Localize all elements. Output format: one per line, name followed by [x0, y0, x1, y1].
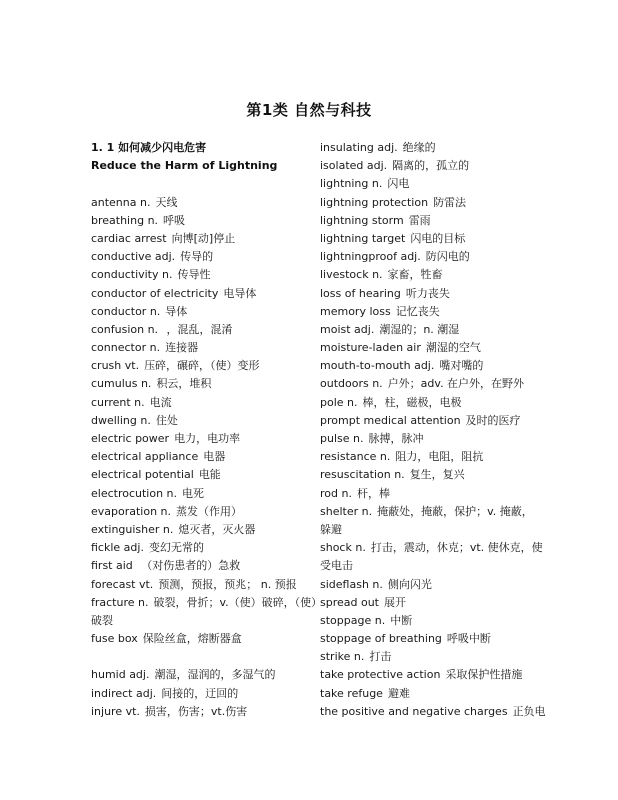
vocab-meaning: 阻力，电阻，阻抗 [395, 450, 484, 464]
vocab-entry [91, 357, 311, 375]
left-entry-list [91, 194, 323, 721]
vocab-term: stoppage of breathing [320, 632, 442, 646]
vocab-term: the positive and negative charges [320, 704, 508, 718]
vocab-term: insulating adj. [320, 141, 398, 154]
vocab-term: rod n. [320, 486, 352, 500]
vocab-meaning: 住处 [155, 413, 178, 427]
vocab-entry [91, 375, 311, 393]
vocab-meaning: 传导性 [177, 268, 211, 282]
page-title: 第1类 自然与科技 [246, 101, 372, 119]
vocab-entry [320, 339, 535, 357]
vocab-meaning: 电能 [198, 468, 221, 482]
vocab-term: pulse n. [320, 432, 364, 445]
vocab-term: resistance n. [320, 450, 391, 464]
vocab-term: humid adj. [91, 668, 150, 682]
vocab-term: shelter n. [320, 504, 373, 518]
vocab-meaning: 积云，堆积 [156, 377, 212, 391]
vocab-meaning: 打击 [369, 650, 392, 664]
vocab-meaning: 电流 [149, 395, 172, 409]
vocab-entry [91, 194, 311, 212]
vocab-term: mouth-to-mouth adj. [320, 359, 435, 373]
vocab-meaning: 导体 [165, 304, 188, 318]
vocab-entry [91, 212, 311, 230]
vocab-meaning: 隔离的，孤立的 [392, 159, 470, 173]
vocab-entry [320, 503, 535, 521]
vocab-entry [320, 666, 535, 684]
vocab-meaning: 及时的医疗 [465, 413, 521, 427]
vocab-entry [320, 139, 535, 157]
vocab-meaning: 正负电 [512, 704, 546, 718]
vocab-entry [320, 412, 535, 430]
vocab-term: loss of hearing [320, 286, 401, 300]
vocab-meaning: 连接器 [165, 341, 199, 355]
vocab-meaning: 电力，电功率 [174, 432, 241, 445]
vocab-entry [320, 521, 535, 539]
vocab-term: isolated adj. [320, 159, 388, 173]
vocab-entry [91, 321, 311, 339]
vocab-entry [91, 394, 311, 412]
vocab-entry [91, 339, 311, 357]
vocab-meaning: 电死 [182, 486, 205, 500]
vocab-term: conductor of electricity [91, 286, 219, 300]
vocab-entry [91, 485, 311, 503]
vocab-term: sideflash n. [320, 577, 383, 591]
vocab-entry [91, 576, 311, 594]
vocab-term: conductor n. [91, 304, 161, 318]
vocab-entry [91, 630, 311, 648]
vocab-term: livestock n. [320, 268, 383, 282]
vocab-meaning: 传导的 [180, 250, 214, 264]
vocab-meaning: 破裂 [91, 613, 113, 627]
vocab-term: dwelling n. [91, 413, 151, 427]
vocab-entry [91, 703, 311, 721]
vocab-meaning: 间接的，迂回的 [161, 686, 239, 700]
vocab-meaning: 采取保护性措施 [445, 668, 523, 682]
vocab-entry [91, 466, 311, 484]
vocab-entry [91, 557, 311, 575]
vocab-term: resuscitation n. [320, 468, 405, 482]
vocab-term: outdoors n. [320, 377, 383, 391]
vocab-term: memory loss [320, 304, 391, 318]
vocab-meaning: 听力丧失 [405, 286, 450, 300]
vocab-entry [320, 612, 535, 630]
vocab-meaning: 闪电的目标 [410, 231, 466, 245]
vocab-term: electric power [91, 432, 170, 445]
vocab-entry [320, 248, 535, 266]
vocab-term: conductivity n. [91, 268, 173, 282]
vocab-term: shock n. [320, 541, 366, 555]
vocab-entry [320, 594, 535, 612]
vocab-entry [91, 666, 311, 684]
vocab-term: lightning n. [320, 177, 383, 191]
vocab-entry [320, 485, 535, 503]
vocab-meaning: 脉搏，脉冲 [368, 432, 424, 445]
vocab-meaning: 户外；adv. 在户外，在野外 [387, 377, 525, 391]
vocab-entry [320, 285, 535, 303]
vocab-term: confusion n. [91, 322, 159, 336]
vocab-entry [320, 194, 535, 212]
vocab-entry [320, 685, 535, 703]
vocab-meaning: 记忆丧失 [395, 304, 440, 318]
vocab-entry [320, 212, 535, 230]
vocab-term: extinguisher n. [91, 522, 174, 536]
vocab-meaning: 预测，预报，预兆； n. 预报 [158, 577, 297, 591]
vocab-meaning: ，混乱，混淆 [163, 322, 233, 336]
vocab-meaning: 棒，柱，磁极，电极 [362, 395, 462, 409]
vocab-entry [91, 521, 311, 539]
vocab-entry [91, 248, 311, 266]
vocab-term: evaporation n. [91, 504, 172, 518]
vocab-meaning: 呼吸中断 [446, 632, 491, 646]
vocab-meaning: 潮湿的空气 [425, 341, 481, 355]
vocab-entry [320, 375, 535, 393]
vocab-entry [91, 285, 311, 303]
vocab-term: breathing n. [91, 213, 159, 227]
vocab-term: fickle adj. [91, 541, 144, 555]
section-number-title: 1. 1 如何减少闪电危害 [91, 141, 207, 154]
vocab-term: take protective action [320, 668, 441, 682]
vocab-entry [91, 539, 311, 557]
vocab-entry [91, 303, 311, 321]
vocab-meaning: 避难 [387, 686, 410, 700]
vocab-meaning: 电器 [203, 450, 226, 464]
vocab-term: first aid [91, 559, 133, 573]
vocab-term: moisture-laden air [320, 341, 421, 355]
vocab-term: take refuge [320, 686, 383, 700]
vocab-meaning: 掩蔽处，掩蔽，保护；v. 掩蔽， [377, 504, 533, 518]
vocab-meaning: 打击，震动，休克；vt. 使休克，使 [370, 541, 543, 555]
vocab-entry [320, 266, 535, 284]
vocab-term: conductive adj. [91, 250, 176, 264]
vocab-term: lightning target [320, 231, 406, 245]
right-column [320, 139, 546, 721]
vocab-term: fuse box [91, 632, 138, 646]
vocab-meaning: 天线 [155, 195, 178, 209]
vocab-term: strike n. [320, 650, 365, 664]
vocab-entry [91, 612, 311, 630]
right-entry-list [320, 139, 546, 721]
vocab-term: moist adj. [320, 322, 375, 336]
vocab-entry [91, 685, 311, 703]
vocab-meaning: 绝缘的 [402, 141, 436, 154]
vocab-entry [320, 157, 535, 175]
vocab-term: lightning storm [320, 213, 404, 227]
vocab-term: lightning protection [320, 195, 429, 209]
vocab-term: pole n. [320, 395, 358, 409]
vocab-entry [320, 448, 535, 466]
vocab-entry [91, 412, 311, 430]
vocab-entry [320, 357, 535, 375]
vocab-meaning: 呼吸 [163, 213, 186, 227]
vocab-meaning: 向博[动]停止 [171, 231, 236, 245]
vocab-term: fracture n. [91, 595, 149, 609]
vocab-meaning: 受电击 [320, 559, 353, 573]
vocab-meaning: 电导体 [223, 286, 257, 300]
vocab-meaning: 蒸发（作用） [176, 504, 243, 518]
vocab-entry [91, 230, 311, 248]
vocab-meaning: 潮湿的；n. 潮湿 [379, 322, 460, 336]
section-english-title: Reduce the Harm of Lightning [91, 159, 278, 173]
vocab-term: electrical appliance [91, 450, 199, 464]
vocab-term: lightningproof adj. [320, 250, 421, 264]
vocab-term: forecast vt. [91, 577, 154, 591]
vocab-meaning: 嘴对嘴的 [439, 359, 484, 373]
vocab-entry [320, 303, 535, 321]
vocab-meaning: 损害，伤害；vt.伤害 [144, 704, 248, 718]
vocab-term: spread out [320, 595, 379, 609]
vocab-meaning: 防闪电的 [425, 250, 470, 264]
spacer [91, 175, 311, 193]
vocab-entry [320, 430, 535, 448]
vocab-meaning: 复生，复兴 [409, 468, 465, 482]
vocab-term: electrocution n. [91, 486, 178, 500]
vocab-entry [320, 321, 535, 339]
vocab-entry [320, 648, 535, 666]
vocab-meaning: 家畜，牲畜 [387, 268, 443, 282]
vocab-entry [91, 503, 311, 521]
vocab-meaning: 破裂，骨折；v.（使）破碎，（使） [153, 595, 323, 609]
vocab-term: cumulus n. [91, 377, 152, 391]
vocab-entry [91, 648, 311, 666]
vocab-meaning: 展开 [384, 595, 406, 609]
vocab-meaning: 保险丝盒，熔断器盒 [142, 632, 242, 646]
vocab-entry [320, 630, 535, 648]
vocab-entry [91, 594, 323, 612]
vocab-meaning: 闪电 [387, 177, 410, 191]
vocab-term: antenna n. [91, 195, 151, 209]
vocab-term: injure vt. [91, 704, 140, 718]
vocab-entry [91, 448, 311, 466]
vocab-term: current n. [91, 395, 145, 409]
vocab-entry [320, 175, 535, 193]
vocab-term: prompt medical attention [320, 413, 461, 427]
vocab-entry [320, 394, 535, 412]
vocab-term: connector n. [91, 341, 161, 355]
vocab-meaning: 躲避 [320, 522, 342, 536]
vocab-entry [320, 466, 535, 484]
vocab-term: indirect adj. [91, 686, 157, 700]
vocab-meaning: 潮湿，湿润的，多湿气的 [154, 668, 276, 682]
vocab-meaning: 熄灭者，灭火器 [178, 522, 256, 536]
vocab-term: electrical potential [91, 468, 194, 482]
vocab-entry [320, 703, 546, 721]
vocab-entry [320, 557, 535, 575]
vocab-entry [320, 576, 535, 594]
vocab-term: crush vt. [91, 359, 140, 373]
vocab-meaning: 中断 [390, 613, 413, 627]
vocab-entry [320, 539, 543, 557]
vocab-meaning: 杆，棒 [356, 486, 390, 500]
vocab-meaning: 侧向闪光 [387, 577, 432, 591]
vocab-meaning: 防雷法 [433, 195, 467, 209]
left-column [91, 139, 323, 721]
vocab-meaning: 压碎，碾碎，（使）变形 [144, 359, 260, 373]
vocab-term: stoppage n. [320, 613, 386, 627]
vocab-term: cardiac arrest [91, 231, 167, 245]
vocab-meaning: 雷雨 [408, 213, 431, 227]
vocab-entry [320, 230, 535, 248]
vocab-entry [91, 266, 311, 284]
vocab-meaning: 变幻无常的 [148, 541, 204, 555]
vocab-meaning: （对伤患者的）急救 [137, 559, 241, 573]
vocab-entry [91, 430, 311, 448]
